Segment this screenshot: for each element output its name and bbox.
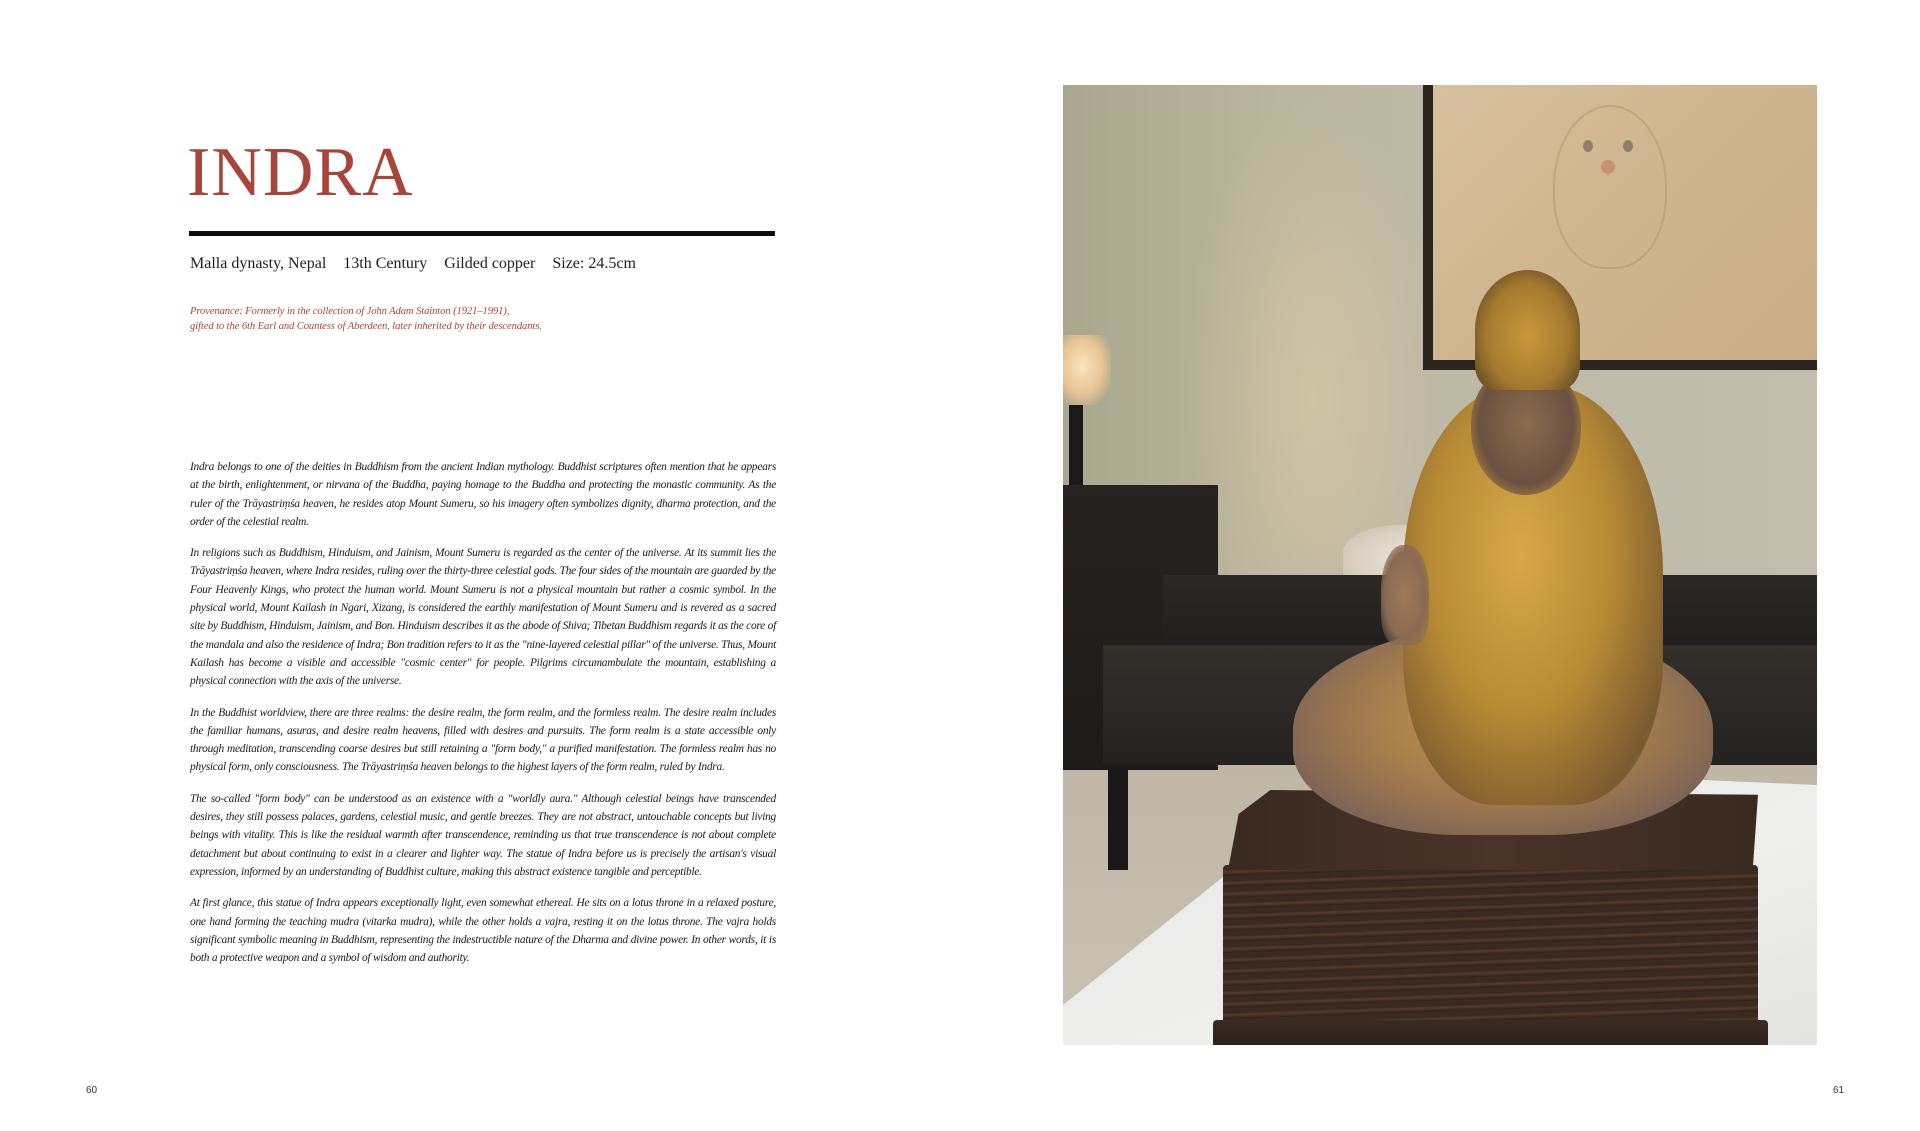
- essay-paragraph: The so-called "form body" can be understood as an existence with a "worldly aura." Although celestial beings have transcended desires, they still possess palaces, gardens, celestial music, and gentle breezes. They are not abstract, untouchable concepts but living beings with vitality. This is like the residual warmth after transcendence, reminding us that true transcendence is not about complete detachment but about continuing to exist in a clearer and lighter way. The statue of Indra before us is precisely the artisan's visual expression, informed by an understanding of Buddhist culture, making this abstract existence tangible and perceptible.: [190, 792, 776, 878]
- artwork-metadata: [190, 255, 636, 273]
- lamp: [1063, 335, 1111, 405]
- statue-crown: [1475, 270, 1580, 390]
- meta-material: Gilded copper: [444, 255, 536, 272]
- page-title: INDRA: [187, 134, 414, 211]
- meta-period: 13th Century: [343, 255, 428, 272]
- page-number-left: 60: [86, 1085, 98, 1096]
- page-number-right: 61: [1833, 1085, 1845, 1096]
- essay-paragraph: At first glance, this statue of Indra appears exceptionally light, even somewhat ethereal. He sits on a lotus throne in a relaxed posture, one hand forming the teaching mudra (vitarka mudra), while the other holds a vajra, resting it on the lotus throne. The vajra holds significant symbolic meaning in Buddhism, representing the indestructible nature of the Dharma and divine power. In other words, it is both a protective weapon and a symbol of wisdom and authority.: [190, 897, 776, 965]
- meta-size: Size: 24.5cm: [552, 255, 636, 272]
- essay-paragraph: In religions such as Buddhism, Hinduism, and Jainism, Mount Sumeru is regarded as the center of the universe. At its summit lies the Trāyastriṃśa heaven, where Indra resides, ruling over the thirty-three celestial gods. The four sides of the mountain are guarded by the Four Heavenly Kings, who protect the human world. Mount Sumeru is not a physical mountain but rather a cosmic symbol. In the physical world, Mount Kailash in Ngari, Xizang, is considered the earthly manifestation of Mount Sumeru and is revered as a sacred site by Buddhism, Hinduism, Jainism, and Bon. Hinduism describes it as the abode of Shiva; Tibetan Buddhism regards it as the core of the mandala and also the residence of Indra; Bon tradition refers to it as the "nine-layered celestial pillar" of the universe. Thus, Mount Kailash has become a visible and accessible "cosmic center" for people. Pilgrims circumambulate the mountain, establishing a physical connection with the axis of the universe.: [190, 547, 776, 688]
- statue-hand-vitarka-mudra: [1381, 545, 1429, 645]
- meta-origin: Malla dynasty, Nepal: [190, 255, 327, 272]
- wooden-base: [1223, 865, 1758, 1045]
- essay-paragraph: In the Buddhist worldview, there are three realms: the desire realm, the form realm, and the formless realm. The desire realm includes the familiar humans, asuras, and desire realm heavens, filled with desires and pursuits. The form realm is a state accessible only through meditation, transcending coarse desires but still retaining a "form body," a purified manifestation. The formless realm has no physical form, only consciousness. The Trāyastriṃśa heaven belongs to the highest layers of the form realm, ruled by Indra.: [190, 706, 776, 774]
- indra-statue-photo: [1063, 85, 1817, 1045]
- provenance-note: [190, 305, 790, 334]
- essay-body: [190, 458, 776, 980]
- provenance-line: Provenance: Formerly in the collection of John Adam Stainton (1921–1991),: [190, 306, 510, 317]
- provenance-line: gifted to the 6th Earl and Countess of Aberdeen, later inherited by their descendants.: [190, 320, 542, 332]
- essay-paragraph: Indra belongs to one of the deities in Buddhism from the ancient Indian mythology. Buddhist scriptures often mention that he appears at the birth, enlightenment, or nirvana of the Buddha, paying homage to the Buddha and protecting the monastic community. As the ruler of the Trāyastriṃśa heaven, he resides atop Mount Sumeru, so his imagery often symbolizes dignity, dharma protection, and the order of the celestial realm.: [190, 461, 776, 528]
- title-rule-divider: [189, 231, 775, 236]
